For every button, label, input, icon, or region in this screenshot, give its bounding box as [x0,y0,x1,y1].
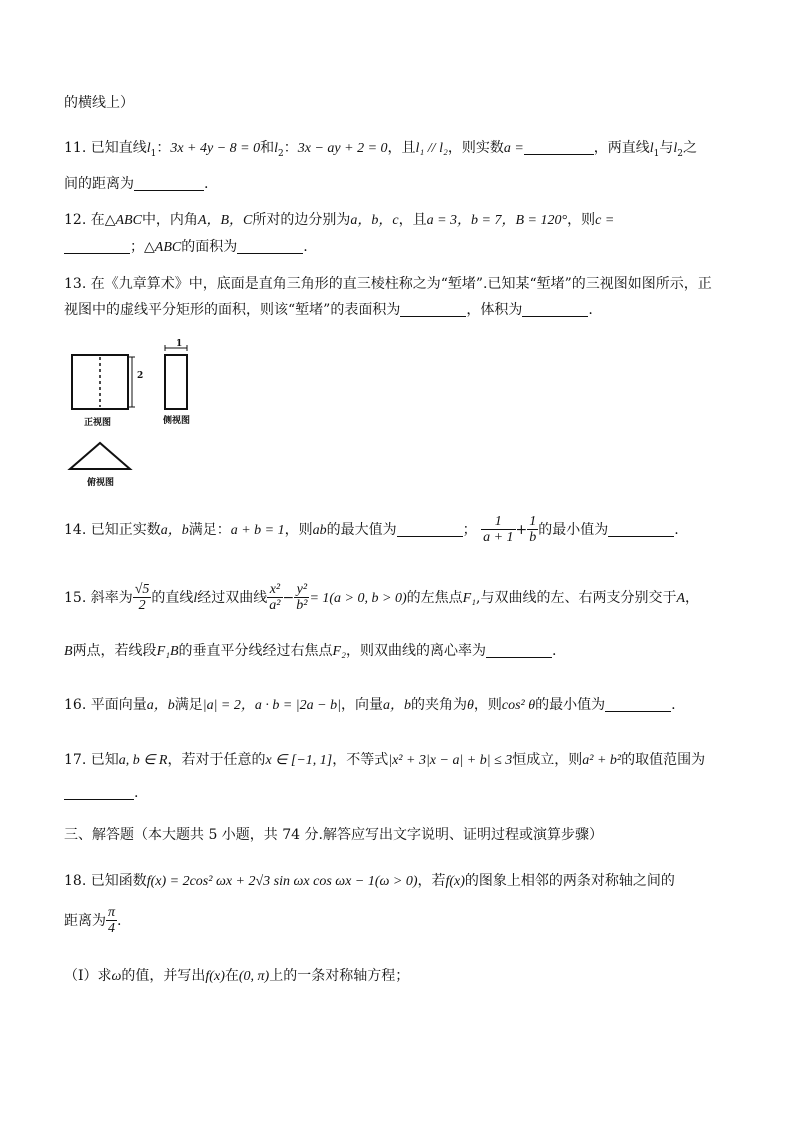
point-a: A [676,590,686,606]
numerator: 1 [529,514,537,529]
question-13 [64,273,712,293]
numerator: 1 [481,514,515,530]
text: 11. 已知直线 [64,140,147,156]
text: 恒成立，则 [512,752,583,768]
answer-blank[interactable] [605,697,671,712]
text: 在 [224,968,239,984]
text: 的图象上相邻的两条对称轴之间的 [464,873,675,889]
vectors: a，b [146,698,175,713]
hyperbola-y-term [294,582,309,614]
text: 的垂直平分线经过右焦点 [178,643,333,659]
given-values: a = 3，b = 7，B = 120° [426,213,568,228]
question-12 [64,209,614,229]
function-f: f(x) [205,969,225,984]
answer-blank[interactable] [522,302,588,317]
text: 上的一条对称轴方程； [269,968,410,984]
vectors: a，b [382,698,411,713]
answer-blank[interactable] [397,522,463,537]
text: ，且 [398,212,427,228]
text: 间的距离为 [64,176,134,192]
dimension-1-label: 1 [176,339,183,349]
question-12-cont: ；△ABC的面积为 . [64,236,308,256]
function-f: f(x) [445,874,465,889]
text: 和 [260,140,275,156]
text: 与 [659,140,674,156]
side-view-label: 侧视图 [163,416,191,426]
top-view-label: 俯视图 [87,478,115,488]
top-view-triangle [70,443,130,469]
vector-condition: |a| = 2，a · b = |2a − b| [202,698,341,713]
a2-plus-b2: a² + b² [582,753,622,768]
answer-blank[interactable] [64,239,130,254]
answer-blank[interactable] [524,140,594,155]
continuation-line [64,92,134,112]
question-11-cont: 间的距离为 . [64,176,209,192]
cos-squared: cos² θ [501,698,536,713]
answer-blank[interactable] [64,785,134,800]
text: 14. 已知正实数 [64,521,161,538]
question-17-cont: . [64,785,138,801]
side-view-rect [165,355,187,409]
text: 的最小值为 [535,697,606,713]
pi-over-4 [106,905,117,937]
x-interval: x ∈ [−1, 1] [265,753,333,768]
text: 所对的边分别为 [252,212,351,228]
text: ，两直线 [593,140,650,156]
text: ，若对于任意的 [167,752,266,768]
question-14: 14. 已知正实数a，b满足：a + b = 1，则ab的最大值为 ； $\frac{1}{a + 1}$ + $\frac{1}{b}$ 的最小值为 . [64,514,679,546]
triangle-name: ABC [115,213,142,228]
triangle-name: ABC [154,240,182,255]
text: 经过双曲线 [197,589,268,606]
parallel-expr: l₁ // l₂ [415,141,448,156]
slope-fraction [133,582,152,614]
text: ，则 [567,212,596,228]
function-definition: f(x) = 2cos² ωx + 2√3 sin ωx cos ωx − 1(ω > 0) [146,874,418,889]
text: ，若 [417,873,446,889]
sum-condition: a + b = 1 [230,522,285,538]
text: 15. 斜率为 [64,589,133,606]
numerator: x² [267,582,282,598]
text: 16. 平面向量 [64,697,147,713]
text: 的夹角为 [410,697,467,713]
text: ，向量 [340,697,383,713]
answer-blank[interactable] [486,643,552,658]
ab-in-r: a, b ∈ R [118,753,168,768]
denominator: 2 [138,598,146,614]
text: ，则 [284,521,313,538]
text: 的直线 [151,589,194,606]
text: 距离为 [64,912,106,929]
text: 18. 已知函数 [64,873,147,889]
numerator: π [108,905,116,920]
focus-f1: F₁ [462,590,477,606]
text: ，不等式 [332,752,389,768]
front-view-label: 正视图 [84,418,112,428]
question-13-cont: 视图中的虚线平分矩形的面积，则该“堑堵”的表面积为 ，体积为 . [64,302,593,318]
point-b: B [64,644,73,659]
interval: (0, π) [238,969,270,984]
text: 的最小值为 [538,521,609,538]
text: 之 [683,140,698,156]
text: ，体积为 [466,302,523,318]
angles: A，B，C [197,213,253,228]
denominator: b [529,530,537,546]
text: （Ⅰ）求 [64,968,112,984]
question-18-part-1 [64,965,409,985]
vars: a，b [160,522,189,538]
question-15: 15. 斜率为 $\frac{√5}{2}$ 的直线l经过双曲线 $\frac{\text{x²}}{\text{a²}}$ − $\frac{\text{y²}}{\text{b²}}$ = 1(a > 0, b > 0)的左焦点F₁,与双曲线的左、右两支分别交于A， [64,582,700,614]
denominator: 4 [108,921,115,937]
text: 满足 [174,697,203,713]
text: 视图中的虚线平分矩形的面积，则该“堑堵”的表面积为 [64,302,401,318]
text: . [117,912,122,929]
denominator: a + 1 [483,530,514,546]
question-11: 11. 已知直线$l_1$：3x + 4y − 8 = 0和$l_2$：3x − ay + 2 = 0，且l₁ // l₂，则实数a = ，两直线$l_1$与$l_2$之 [64,140,698,159]
section-3-heading [64,824,603,844]
numerator: √5 [134,582,150,597]
text: 的左焦点 [406,589,463,606]
question-15-cont: B两点，若线段F₁B的垂直平分线经过右焦点F₂，则双曲线的离心率为 . [64,643,557,659]
text: ，则双曲线的离心率为 [345,643,486,659]
text: 的横线上） [64,95,134,111]
hyperbola-rest: = 1(a > 0, b > 0) [309,590,407,606]
theta: θ [466,698,474,713]
text: 17. 已知 [64,752,119,768]
inequality: |x² + 3|x − a| + b| ≤ 3 [388,753,513,768]
line-l: l [193,590,198,606]
segment-f1b: F₁B [156,644,179,659]
question-18-cont [64,905,121,937]
text: 的最大值为 [326,521,397,538]
product-ab: ab [312,522,327,538]
text: 三、解答题（本大题共 5 小题，共 74 分.解答应写出文字说明、证明过程或演算步骤） [64,827,603,843]
hyperbola-x-term [267,582,282,614]
question-16: 16. 平面向量a，b满足|a| = 2，a · b = |2a − b|，向量a，b的夹角为θ，则cos² θ的最小值为 . [64,697,676,713]
text: 满足： [188,521,231,538]
text: 两点，若线段 [72,643,157,659]
sides: a，b，c [350,213,399,228]
var-c: c = [595,213,615,228]
denominator: a² [269,598,281,614]
text: ，则实数 [447,140,504,156]
focus-f2: F₂ [332,644,346,659]
text: ；△ [130,239,155,255]
answer-blank[interactable] [400,302,466,317]
answer-blank[interactable] [608,522,674,537]
var-a: a = [503,141,524,156]
fraction-1-over-a-plus-1 [481,514,515,546]
equation-l2: 3x − ay + 2 = 0 [297,141,388,156]
text: ,与双曲线的左、右两支分别交于 [476,589,677,606]
question-17 [64,749,705,769]
text: 的面积为 [181,239,238,255]
dimension-2-label: 2 [137,371,144,381]
answer-blank[interactable] [134,176,204,191]
answer-blank[interactable] [237,239,303,254]
text: ，则 [473,697,502,713]
omega: ω [111,969,122,984]
equation-l1: 3x + 4y − 8 = 0 [170,141,261,156]
question-18 [64,870,675,890]
text: 的值，并写出 [121,968,206,984]
denominator: b² [296,598,308,614]
text: 的取值范围为 [621,752,706,768]
text: 中，内角 [141,212,198,228]
text: ，且 [387,140,416,156]
text: 13. 在《九章算术》中，底面是直角三角形的直三棱柱称之为“堑堵”.已知某“堑堵”的三视图如图所示，正 [64,276,712,292]
text: 12. 在△ [64,212,116,228]
fraction-1-over-b [527,514,538,546]
numerator: y² [294,582,309,598]
